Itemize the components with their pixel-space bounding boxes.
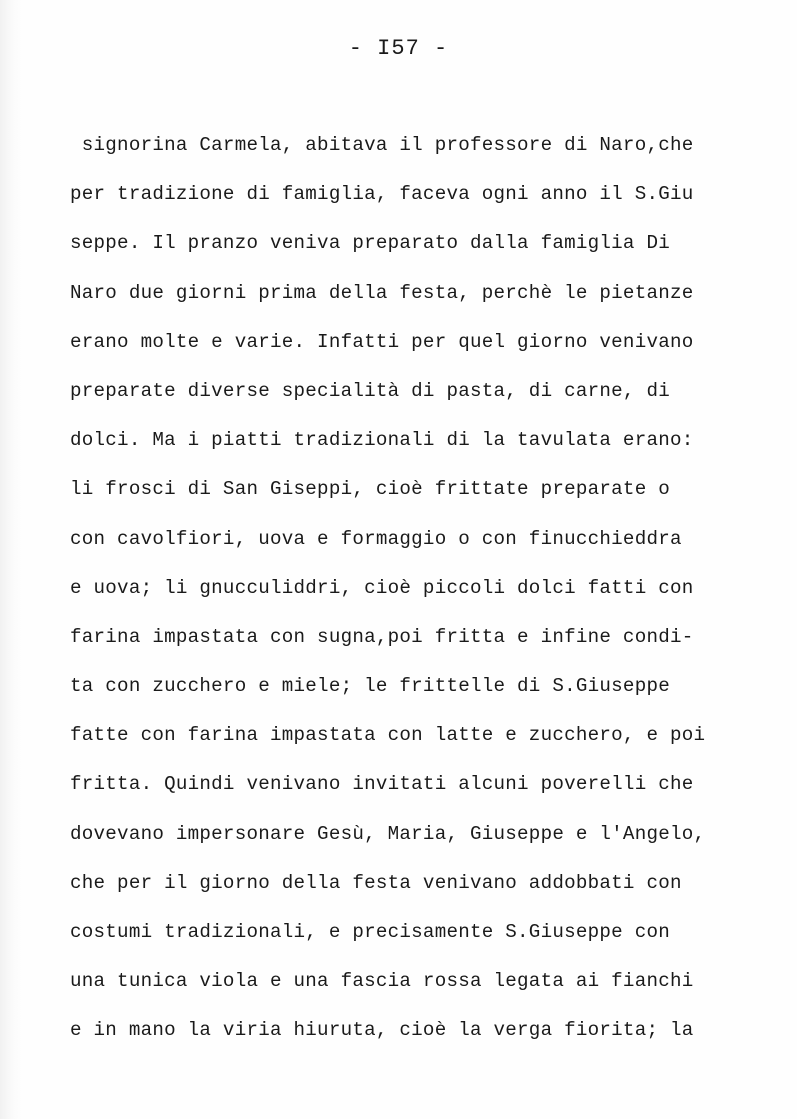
text-line: dolci. Ma i piatti tradizionali di la tavulata erano: <box>70 429 694 452</box>
text-line: preparate diverse specialità di pasta, di carne, di <box>70 379 670 402</box>
text-line: fatte con farina impastata con latte e zucchero, e poi <box>70 724 706 747</box>
body-text <box>70 126 770 1061</box>
text-line: seppe. Il pranzo veniva preparato dalla famiglia Di <box>70 232 670 255</box>
page-edge-shadow <box>0 0 22 1119</box>
text-line: Naro due giorni prima della festa, perchè le pietanze <box>70 281 694 304</box>
text-line: e uova; li gnucculiddri, cioè piccoli dolci fatti con <box>70 576 694 599</box>
text-line: costumi tradizionali, e precisamente S.Giuseppe con <box>70 921 670 943</box>
text-line: e in mano la viria hiuruta, cioè la verga fiorita; la <box>70 1019 694 1042</box>
text-line: signorina Carmela, abitava il professore di Naro,che <box>70 134 694 156</box>
page-number: - I57 - <box>348 36 449 61</box>
text-line: erano molte e varie. Infatti per quel giorno venivano <box>70 330 694 353</box>
text-line: farina impastata con sugna,poi fritta e infine condi- <box>70 625 694 648</box>
text-line: li frosci di San Giseppi, cioè frittate preparate o <box>70 478 670 501</box>
text-line: ta con zucchero e miele; le frittelle di S.Giuseppe <box>70 675 670 698</box>
text-line: dovevano impersonare Gesù, Maria, Giuseppe e l'Angelo, <box>70 822 706 845</box>
text-line: che per il giorno della festa venivano addobbati con <box>70 871 682 894</box>
text-line: per tradizione di famiglia, faceva ogni anno il S.Giu <box>70 183 694 206</box>
text-line: una tunica viola e una fascia rossa legata ai fianchi <box>70 970 694 993</box>
text-line: fritta. Quindi venivano invitati alcuni poverelli che <box>70 773 694 796</box>
text-line: con cavolfiori, uova e formaggio o con finucchieddra <box>70 527 682 550</box>
